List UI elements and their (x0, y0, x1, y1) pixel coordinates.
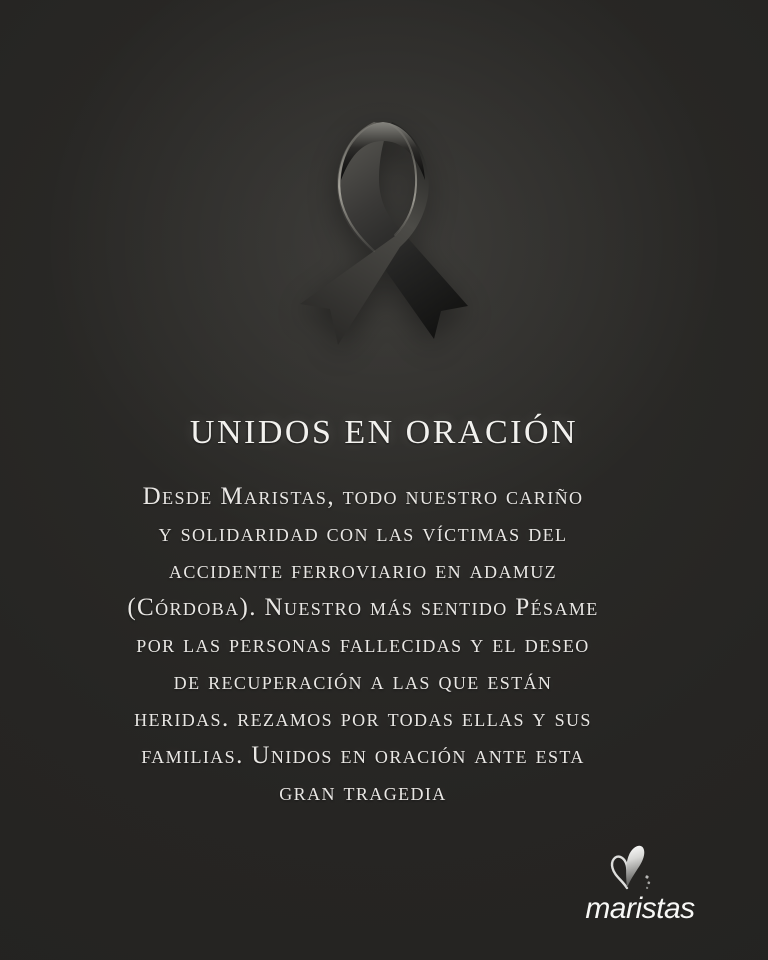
condolence-message (53, 478, 673, 811)
message-line: por las personas fallecidas y el deseo (136, 631, 590, 658)
message-line: (Córdoba). Nuestro más sentido Pésame (127, 594, 599, 621)
message-line: de recuperación a las que están (173, 668, 553, 695)
maristas-wordmark: maristas (585, 892, 695, 925)
message-line: Desde Maristas, todo nuestro cariño (142, 483, 584, 510)
maristas-logo (585, 840, 700, 930)
message-line: heridas. rezamos por todas ellas y sus (134, 705, 592, 732)
message-line: gran tragedia (279, 779, 447, 806)
message-line: familias. Unidos en oración ante esta (141, 742, 585, 769)
mourning-ribbon-icon (294, 118, 476, 350)
marist-heart-icon (612, 846, 650, 890)
message-line: y solidaridad con las víctimas del (158, 520, 568, 547)
message-line: accidente ferroviario en adamuz (168, 557, 558, 584)
page-title: UNIDOS EN ORACIÓN (189, 413, 579, 451)
